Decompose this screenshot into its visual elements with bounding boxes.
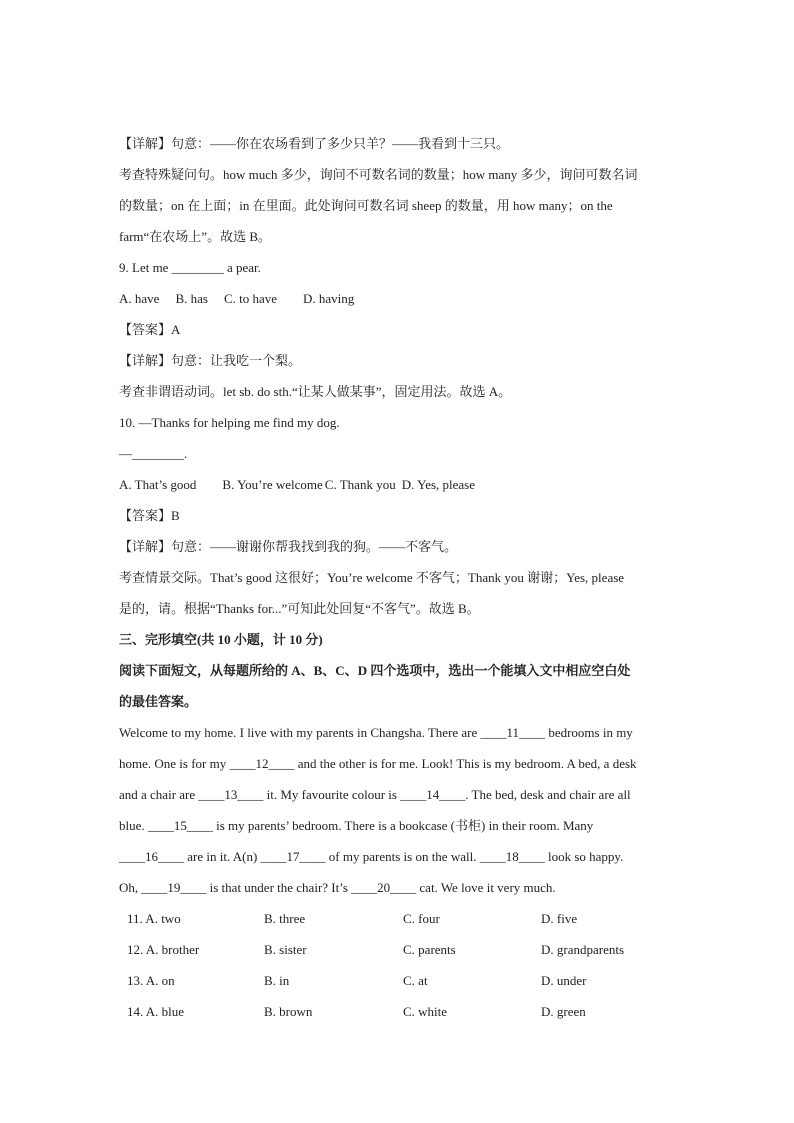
passage-text: cat. We love it very much. bbox=[416, 880, 556, 895]
q10-option-b: B. You’re welcome bbox=[222, 477, 323, 492]
passage-text: look so happy. bbox=[544, 849, 624, 864]
choice-11-b: B. three bbox=[264, 911, 306, 926]
passage-text: bedrooms in my bbox=[545, 725, 633, 740]
choice-14-b: B. brown bbox=[264, 1004, 313, 1019]
q8-explanation-line-3: farm“在农场上”。故选 B。 bbox=[119, 229, 272, 244]
choice-13-c: C. at bbox=[403, 973, 428, 988]
passage-text: Oh, bbox=[119, 880, 142, 895]
blank-20: ____20____ bbox=[351, 880, 417, 895]
blank-15: ____15____ bbox=[147, 818, 213, 833]
choice-12-d: D. grandparents bbox=[541, 942, 625, 957]
passage-line-5 bbox=[119, 841, 675, 872]
q10-explanation-line-1: 考查情景交际。That’s good 这很好；You’re welcome 不客气；Thank you 谢谢；Yes, please bbox=[119, 570, 625, 585]
q9-detail: 【详解】句意：让我吃一个梨。 bbox=[119, 353, 302, 368]
q10-stem-reply: —________. bbox=[119, 446, 188, 461]
passage-line-1 bbox=[119, 717, 675, 748]
q10-option-a: A. That’s good bbox=[119, 477, 197, 492]
passage-text: are in it. A(n) bbox=[184, 849, 261, 864]
q8-detail: 【详解】句意：——你在农场看到了多少只羊？——我看到十三只。 bbox=[119, 136, 510, 151]
passage-text: it. My favourite colour is bbox=[263, 787, 401, 802]
choice-14-a: 14. A. blue bbox=[127, 1004, 185, 1019]
q9-option-c: C. to have bbox=[223, 291, 278, 306]
q9-options bbox=[119, 283, 675, 314]
choice-12-c: C. parents bbox=[403, 942, 456, 957]
q9-option-a: A. have bbox=[119, 291, 160, 306]
q9-option-b: B. has bbox=[175, 291, 208, 306]
blank-11: ____11____ bbox=[480, 725, 546, 740]
passage-text: and the other is for me. Look! This is my bedroom. A bed, a desk bbox=[294, 756, 637, 771]
blank-18: ____18____ bbox=[479, 849, 545, 864]
q10-options bbox=[119, 469, 675, 500]
section-instruction-line-1: 阅读下面短文，从每题所给的 A、B、C、D 四个选项中，选出一个能填入文中相应空白处 bbox=[119, 663, 631, 678]
q9-explanation: 考查非谓语动词。let sb. do sth.“让某人做某事”，固定用法。故选 A。 bbox=[119, 384, 512, 399]
passage-text: Welcome to my home. I live with my parents in Changsha. There are bbox=[119, 725, 481, 740]
q10-answer: 【答案】B bbox=[119, 508, 180, 523]
choice-13-b: B. in bbox=[264, 973, 290, 988]
choice-13-d: D. under bbox=[541, 973, 587, 988]
blank-13: ____13____ bbox=[198, 787, 264, 802]
passage-text: . The bed, desk and chair are all bbox=[465, 787, 631, 802]
choice-11-a: 11. A. two bbox=[127, 911, 181, 926]
passage-text: is that under the chair? It’s bbox=[206, 880, 352, 895]
choice-12-b: B. sister bbox=[264, 942, 307, 957]
blank-12: ____12____ bbox=[229, 756, 295, 771]
passage-line-3 bbox=[119, 779, 675, 810]
q9-stem: 9. Let me ________ a pear. bbox=[119, 260, 261, 275]
q10-detail: 【详解】句意：——谢谢你帮我找到我的狗。——不客气。 bbox=[119, 539, 458, 554]
q8-explanation-line-1: 考查特殊疑问句。how much 多少，询问不可数名词的数量；how many 多少，询问可数名词 bbox=[119, 167, 638, 182]
q10-explanation-line-2: 是的，请。根据“Thanks for...”可知此处回复“不客气”。故选 B。 bbox=[119, 601, 480, 616]
passage-text: home. One is for my bbox=[119, 756, 230, 771]
q9-answer: 【答案】A bbox=[119, 322, 181, 337]
blank-16: ____16____ bbox=[119, 849, 184, 864]
passage-line-2 bbox=[119, 748, 675, 779]
passage-text: and a chair are bbox=[119, 787, 199, 802]
blank-14: ____14____ bbox=[400, 787, 466, 802]
q10-option-d: D. Yes, please bbox=[401, 477, 476, 492]
choice-12-a: 12. A. brother bbox=[127, 942, 200, 957]
choice-14-d: D. green bbox=[541, 1004, 586, 1019]
passage-line-4 bbox=[119, 810, 675, 841]
q10-stem: 10. —Thanks for helping me find my dog. bbox=[119, 415, 340, 430]
choices-table bbox=[119, 903, 675, 1027]
blank-17: ____17____ bbox=[260, 849, 326, 864]
q8-explanation-line-2: 的数量；on 在上面；in 在里面。此处询问可数名词 sheep 的数量，用 how many；on the bbox=[119, 198, 613, 213]
choice-14-c: C. white bbox=[403, 1004, 448, 1019]
passage-line-6 bbox=[119, 872, 675, 903]
section-title: 三、完形填空(共 10 小题，计 10 分) bbox=[119, 632, 323, 647]
choice-11-d: D. five bbox=[541, 911, 578, 926]
passage-text: is my parents’ bedroom. There is a bookcase (书柜) in their room. Many bbox=[212, 818, 594, 833]
document-page bbox=[119, 128, 675, 1027]
choice-11-c: C. four bbox=[403, 911, 440, 926]
section-instruction-line-2: 的最佳答案。 bbox=[119, 694, 198, 709]
q9-option-d: D. having bbox=[303, 291, 355, 306]
choice-13-a: 13. A. on bbox=[127, 973, 175, 988]
q10-option-c: C. Thank you bbox=[324, 477, 396, 492]
passage-text: of my parents is on the wall. bbox=[325, 849, 480, 864]
blank-19: ____19____ bbox=[141, 880, 207, 895]
passage-text: blue. bbox=[119, 818, 148, 833]
